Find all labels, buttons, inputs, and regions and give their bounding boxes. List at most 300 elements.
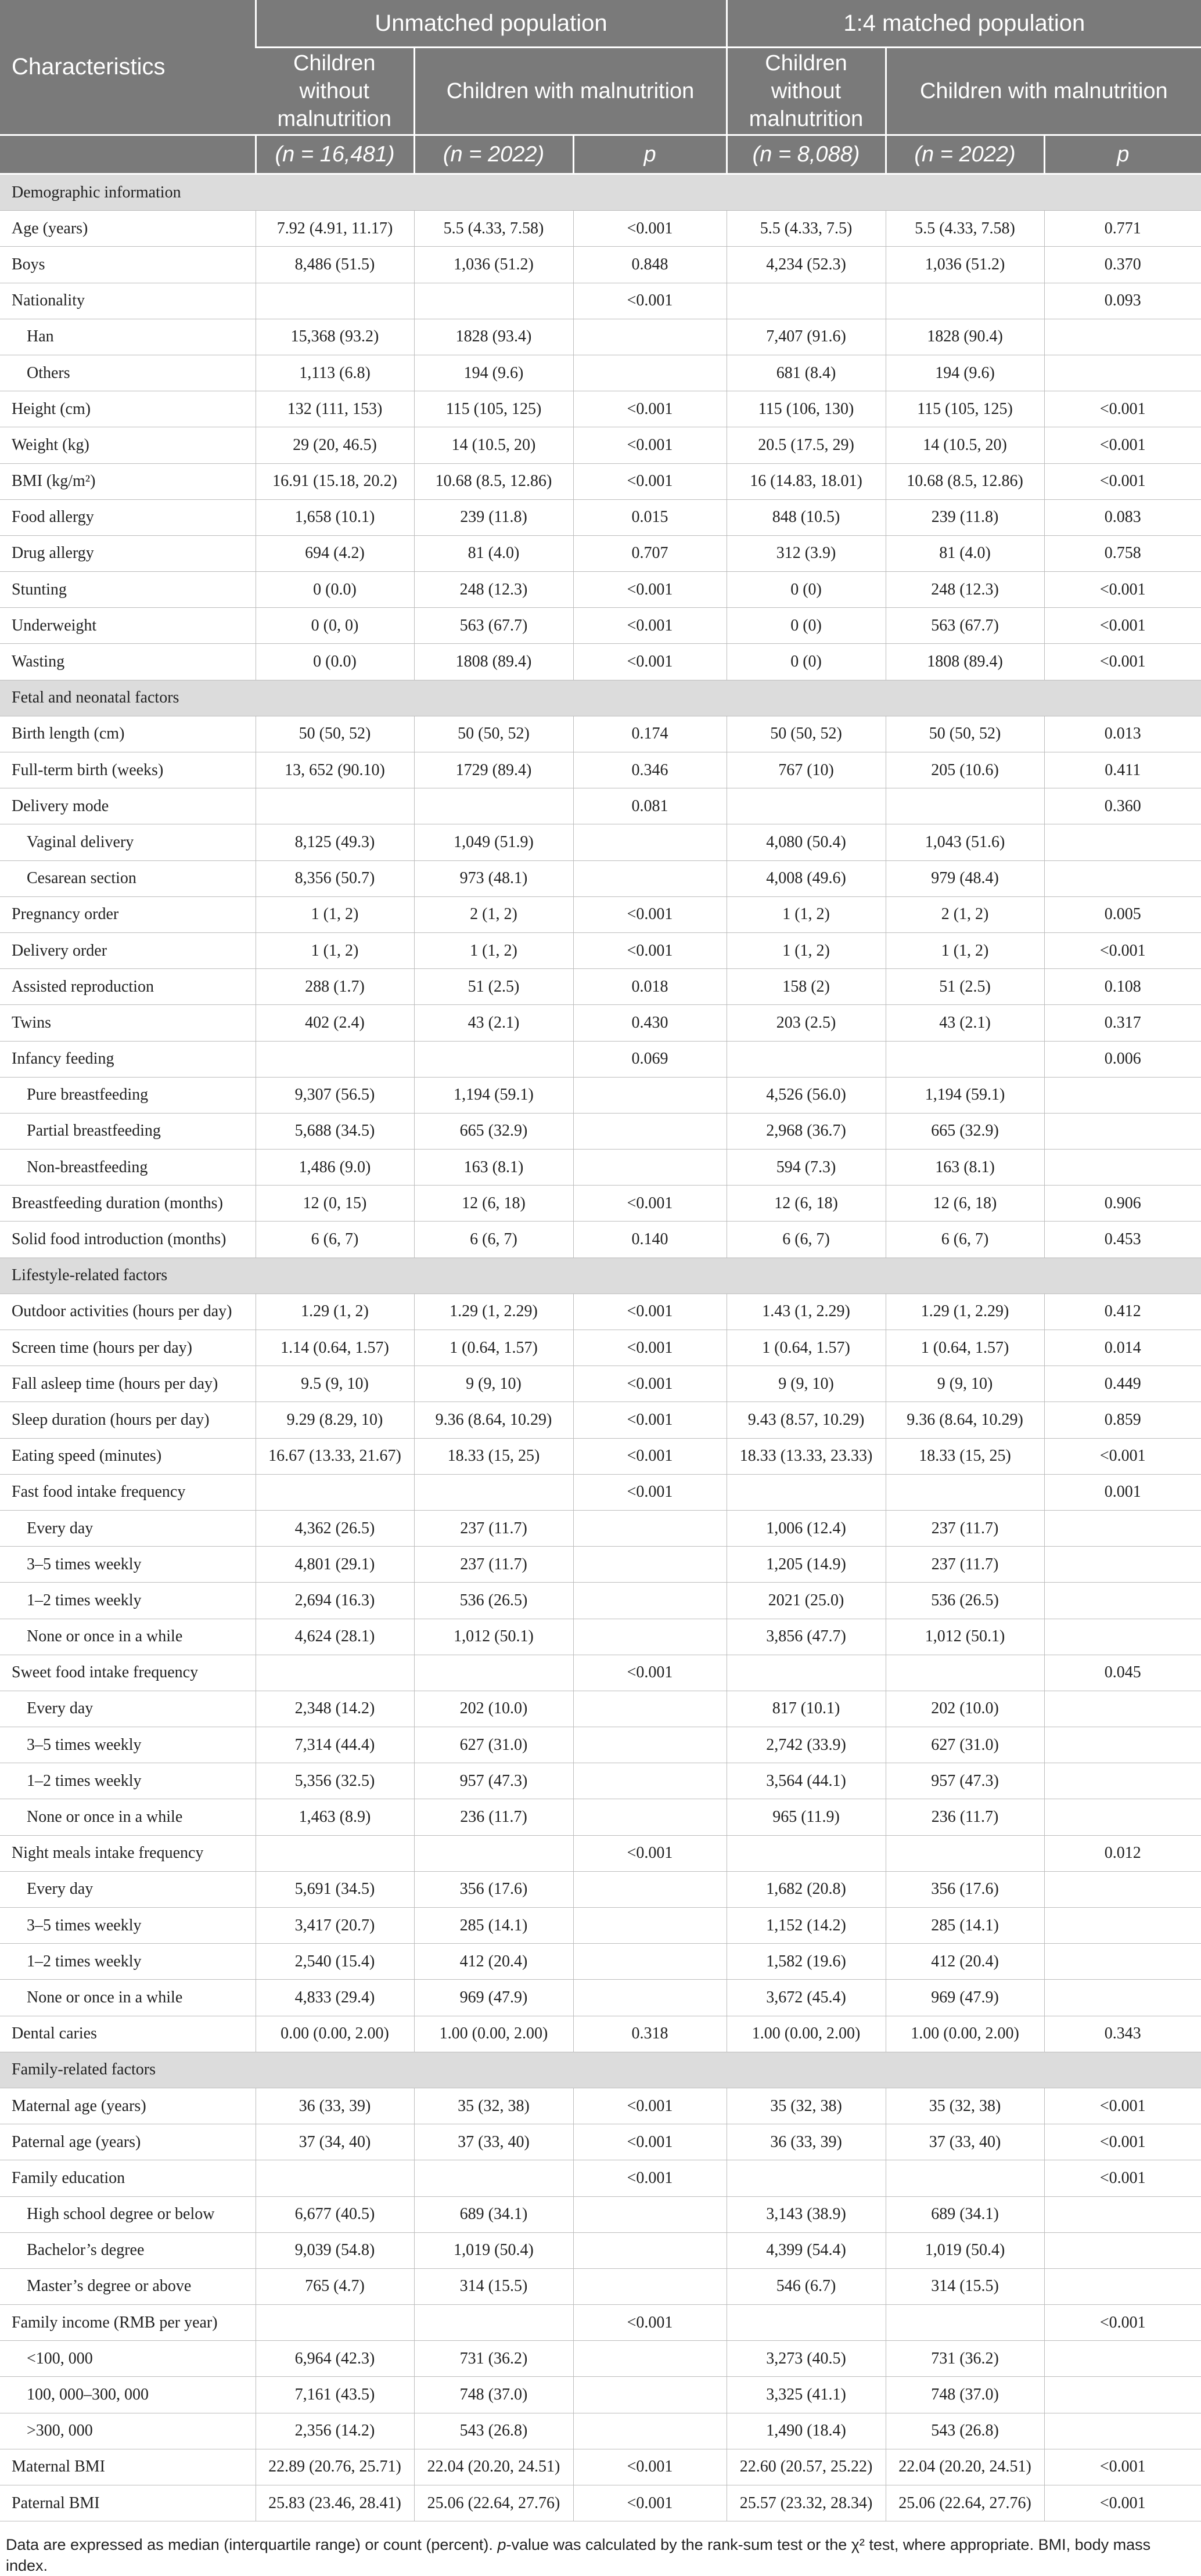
cell-unmatched-with: 194 (9.6) [414, 355, 573, 391]
cell-matched-without: 0 (0) [727, 572, 886, 608]
row-label: Underweight [0, 608, 256, 644]
cell-unmatched-with: 1808 (89.4) [414, 644, 573, 680]
cell-p-matched [1044, 824, 1201, 860]
cell-unmatched-with: 1,049 (51.9) [414, 824, 573, 860]
row-label: Outdoor activities (hours per day) [0, 1294, 256, 1330]
cell-unmatched-with: 9 (9, 10) [414, 1366, 573, 1402]
table-body [0, 174, 1201, 2521]
row-label: High school degree or below [0, 2196, 256, 2232]
cell-unmatched-without: 402 (2.4) [256, 1005, 414, 1041]
cell-unmatched-with: 627 (31.0) [414, 1727, 573, 1763]
cell-p-unmatched: <0.001 [573, 1474, 727, 1510]
cell-p-matched: <0.001 [1044, 427, 1201, 463]
cell-matched-with: 12 (6, 18) [886, 1186, 1044, 1222]
cell-matched-with [886, 2305, 1044, 2341]
cell-matched-with: 237 (11.7) [886, 1547, 1044, 1583]
cell-unmatched-with: 5.5 (4.33, 7.58) [414, 211, 573, 247]
cell-unmatched-with: 12 (6, 18) [414, 1186, 573, 1222]
cell-unmatched-with: 543 (26.8) [414, 2413, 573, 2449]
table-row [0, 1763, 1201, 1799]
row-label: Breastfeeding duration (months) [0, 1186, 256, 1222]
cell-p-matched [1044, 2232, 1201, 2268]
cell-unmatched-without: 0.00 (0.00, 2.00) [256, 2016, 414, 2052]
cell-unmatched-with: 285 (14.1) [414, 1908, 573, 1944]
cell-p-unmatched [573, 1547, 727, 1583]
cell-matched-without: 681 (8.4) [727, 355, 886, 391]
cell-matched-with: 50 (50, 52) [886, 716, 1044, 752]
table-row [0, 1583, 1201, 1619]
cell-unmatched-with: 1 (0.64, 1.57) [414, 1330, 573, 1366]
cell-unmatched-without: 765 (4.7) [256, 2268, 414, 2304]
cell-p-matched [1044, 1691, 1201, 1727]
cell-unmatched-with: 50 (50, 52) [414, 716, 573, 752]
cell-p-matched: <0.001 [1044, 2485, 1201, 2521]
cell-matched-with: 43 (2.1) [886, 1005, 1044, 1041]
cell-p-matched: 0.083 [1044, 499, 1201, 535]
table-row [0, 2268, 1201, 2304]
cell-unmatched-with: 37 (33, 40) [414, 2124, 573, 2160]
cell-matched-with: 1,194 (59.1) [886, 1077, 1044, 1113]
cell-unmatched-with: 969 (47.9) [414, 1980, 573, 2016]
table-row [0, 1005, 1201, 1041]
cell-matched-without: 3,856 (47.7) [727, 1619, 886, 1655]
table-row [0, 1944, 1201, 1980]
row-label: Others [0, 355, 256, 391]
cell-p-unmatched: <0.001 [573, 283, 727, 319]
cell-p-matched [1044, 2268, 1201, 2304]
cell-matched-with [886, 1474, 1044, 1510]
table-row [0, 896, 1201, 932]
cell-p-unmatched [573, 2341, 727, 2377]
cell-matched-with: 543 (26.8) [886, 2413, 1044, 2449]
cell-unmatched-without: 2,356 (14.2) [256, 2413, 414, 2449]
cell-matched-with: 35 (32, 38) [886, 2088, 1044, 2124]
cell-unmatched-with: 356 (17.6) [414, 1871, 573, 1907]
cell-unmatched-without: 1,463 (8.9) [256, 1799, 414, 1835]
cell-p-matched: 0.093 [1044, 283, 1201, 319]
table-row [0, 824, 1201, 860]
cell-matched-without: 2,968 (36.7) [727, 1113, 886, 1149]
cell-p-matched [1044, 860, 1201, 896]
cell-matched-without [727, 2305, 886, 2341]
cell-p-unmatched [573, 2377, 727, 2413]
header-n-unmatched-with: (n = 2022) [414, 135, 573, 174]
cell-unmatched-with [414, 788, 573, 824]
cell-unmatched-without: 0 (0, 0) [256, 608, 414, 644]
cell-p-unmatched [573, 2196, 727, 2232]
cell-p-matched [1044, 319, 1201, 355]
cell-matched-without: 4,399 (54.4) [727, 2232, 886, 2268]
cell-p-matched: <0.001 [1044, 932, 1201, 968]
table-row [0, 391, 1201, 427]
cell-matched-without [727, 1835, 886, 1871]
cell-unmatched-without: 694 (4.2) [256, 535, 414, 571]
cell-unmatched-without: 1,658 (10.1) [256, 499, 414, 535]
cell-p-matched [1044, 1619, 1201, 1655]
cell-matched-with: 412 (20.4) [886, 1944, 1044, 1980]
table-row [0, 2413, 1201, 2449]
table-row [0, 1402, 1201, 1438]
cell-matched-with: 1,019 (50.4) [886, 2232, 1044, 2268]
row-label: Sleep duration (hours per day) [0, 1402, 256, 1438]
cell-matched-without: 12 (6, 18) [727, 1186, 886, 1222]
cell-matched-without: 1.00 (0.00, 2.00) [727, 2016, 886, 2052]
table-row [0, 1547, 1201, 1583]
cell-unmatched-with [414, 2160, 573, 2196]
row-label: 3–5 times weekly [0, 1547, 256, 1583]
cell-p-matched: 0.001 [1044, 1474, 1201, 1510]
cell-matched-without [727, 1474, 886, 1510]
cell-matched-without: 767 (10) [727, 752, 886, 788]
cell-unmatched-without: 3,417 (20.7) [256, 1908, 414, 1944]
cell-unmatched-without: 4,362 (26.5) [256, 1510, 414, 1546]
cell-unmatched-without [256, 1835, 414, 1871]
cell-unmatched-with: 689 (34.1) [414, 2196, 573, 2232]
table-row [0, 644, 1201, 680]
cell-unmatched-with: 665 (32.9) [414, 1113, 573, 1149]
cell-p-unmatched: 0.018 [573, 969, 727, 1005]
table-footnote [0, 2521, 1201, 2576]
cell-unmatched-with: 22.04 (20.20, 24.51) [414, 2449, 573, 2485]
cell-unmatched-without: 1.29 (1, 2) [256, 1294, 414, 1330]
cell-unmatched-without: 4,833 (29.4) [256, 1980, 414, 2016]
cell-matched-without: 1 (1, 2) [727, 932, 886, 968]
cell-unmatched-without [256, 1474, 414, 1510]
cell-matched-with: 81 (4.0) [886, 535, 1044, 571]
cell-p-unmatched: <0.001 [573, 463, 727, 499]
cell-matched-without: 0 (0) [727, 644, 886, 680]
cell-unmatched-without: 6 (6, 7) [256, 1222, 414, 1258]
cell-matched-with: 5.5 (4.33, 7.58) [886, 211, 1044, 247]
cell-matched-with: 563 (67.7) [886, 608, 1044, 644]
table-row [0, 969, 1201, 1005]
cell-unmatched-with: 6 (6, 7) [414, 1222, 573, 1258]
cell-unmatched-without: 9.29 (8.29, 10) [256, 1402, 414, 1438]
cell-p-unmatched [573, 1619, 727, 1655]
cell-matched-without: 1,205 (14.9) [727, 1547, 886, 1583]
cell-matched-with: 1 (1, 2) [886, 932, 1044, 968]
cell-p-unmatched [573, 1980, 727, 2016]
cell-matched-without: 4,234 (52.3) [727, 247, 886, 283]
cell-unmatched-without: 1,486 (9.0) [256, 1150, 414, 1186]
cell-matched-without: 3,564 (44.1) [727, 1763, 886, 1799]
section-row [0, 1258, 1201, 1294]
cell-unmatched-without: 2,694 (16.3) [256, 1583, 414, 1619]
row-label: Boys [0, 247, 256, 283]
cell-unmatched-with [414, 1835, 573, 1871]
table-row [0, 1438, 1201, 1474]
cell-p-unmatched [573, 1799, 727, 1835]
cell-matched-with: 22.04 (20.20, 24.51) [886, 2449, 1044, 2485]
table-row [0, 1799, 1201, 1835]
cell-p-unmatched [573, 1150, 727, 1186]
row-label: <100, 000 [0, 2341, 256, 2377]
cell-p-matched: 0.411 [1044, 752, 1201, 788]
cell-unmatched-with: 18.33 (15, 25) [414, 1438, 573, 1474]
cell-matched-with: 665 (32.9) [886, 1113, 1044, 1149]
table-row [0, 2305, 1201, 2341]
row-label: Maternal age (years) [0, 2088, 256, 2124]
row-label: Birth length (cm) [0, 716, 256, 752]
footnote-part2: -value was calculated by the rank-sum test or the χ² test, where appropriate. BMI, body mass index. [6, 2536, 1151, 2575]
cell-matched-without: 50 (50, 52) [727, 716, 886, 752]
cell-matched-without: 16 (14.83, 18.01) [727, 463, 886, 499]
row-label: Paternal age (years) [0, 2124, 256, 2160]
table-row [0, 2124, 1201, 2160]
row-label: Vaginal delivery [0, 824, 256, 860]
cell-p-matched: <0.001 [1044, 608, 1201, 644]
table-row [0, 1366, 1201, 1402]
cell-p-unmatched: <0.001 [573, 2124, 727, 2160]
table-row [0, 247, 1201, 283]
section-label: Fetal and neonatal factors [0, 680, 1201, 716]
cell-matched-with: 237 (11.7) [886, 1510, 1044, 1546]
cell-matched-with: 9 (9, 10) [886, 1366, 1044, 1402]
row-label: >300, 000 [0, 2413, 256, 2449]
cell-unmatched-without: 1 (1, 2) [256, 896, 414, 932]
row-label: 1–2 times weekly [0, 1583, 256, 1619]
cell-matched-without: 1 (1, 2) [727, 896, 886, 932]
cell-p-matched: <0.001 [1044, 463, 1201, 499]
cell-p-matched: <0.001 [1044, 2088, 1201, 2124]
header-n-blank [0, 135, 256, 174]
cell-p-matched: 0.005 [1044, 896, 1201, 932]
row-label: Cesarean section [0, 860, 256, 896]
cell-p-matched: 0.771 [1044, 211, 1201, 247]
cell-unmatched-with: 9.36 (8.64, 10.29) [414, 1402, 573, 1438]
row-label: Night meals intake frequency [0, 1835, 256, 1871]
cell-unmatched-without: 4,624 (28.1) [256, 1619, 414, 1655]
cell-matched-without: 5.5 (4.33, 7.5) [727, 211, 886, 247]
cell-p-matched: <0.001 [1044, 391, 1201, 427]
cell-matched-without [727, 788, 886, 824]
cell-unmatched-with: 1828 (93.4) [414, 319, 573, 355]
cell-p-unmatched: 0.346 [573, 752, 727, 788]
cell-p-matched: 0.108 [1044, 969, 1201, 1005]
cell-p-matched [1044, 2196, 1201, 2232]
cell-unmatched-with: 1.00 (0.00, 2.00) [414, 2016, 573, 2052]
row-label: Delivery mode [0, 788, 256, 824]
cell-matched-without: 817 (10.1) [727, 1691, 886, 1727]
table-row [0, 319, 1201, 355]
cell-p-unmatched: <0.001 [573, 427, 727, 463]
section-row [0, 680, 1201, 716]
cell-p-matched: 0.412 [1044, 1294, 1201, 1330]
header-matched-population: 1:4 matched population [727, 0, 1201, 48]
row-label: Solid food introduction (months) [0, 1222, 256, 1258]
cell-unmatched-with [414, 2305, 573, 2341]
cell-p-unmatched [573, 1077, 727, 1113]
cell-matched-without: 546 (6.7) [727, 2268, 886, 2304]
row-label: Family education [0, 2160, 256, 2196]
cell-p-matched: 0.370 [1044, 247, 1201, 283]
cell-unmatched-with: 748 (37.0) [414, 2377, 573, 2413]
cell-unmatched-without: 0 (0.0) [256, 644, 414, 680]
cell-p-unmatched: <0.001 [573, 2305, 727, 2341]
table-row [0, 1294, 1201, 1330]
cell-p-matched [1044, 1510, 1201, 1546]
cell-p-matched [1044, 1113, 1201, 1149]
cell-matched-with: 236 (11.7) [886, 1799, 1044, 1835]
row-label: Twins [0, 1005, 256, 1041]
cell-unmatched-without: 5,356 (32.5) [256, 1763, 414, 1799]
row-label: Fast food intake frequency [0, 1474, 256, 1510]
cell-p-unmatched: <0.001 [573, 932, 727, 968]
row-label: Drug allergy [0, 535, 256, 571]
cell-p-unmatched [573, 2268, 727, 2304]
cell-matched-without: 1 (0.64, 1.57) [727, 1330, 886, 1366]
table-header [0, 0, 1201, 174]
row-label: Partial breastfeeding [0, 1113, 256, 1149]
cell-p-matched: 0.758 [1044, 535, 1201, 571]
cell-unmatched-without: 288 (1.7) [256, 969, 414, 1005]
cell-unmatched-with: 35 (32, 38) [414, 2088, 573, 2124]
cell-unmatched-with [414, 1655, 573, 1691]
cell-p-unmatched: <0.001 [573, 1402, 727, 1438]
cell-unmatched-with: 81 (4.0) [414, 535, 573, 571]
header-p-unmatched: p [573, 135, 727, 174]
cell-unmatched-with: 202 (10.0) [414, 1691, 573, 1727]
cell-unmatched-without [256, 788, 414, 824]
table-row [0, 1908, 1201, 1944]
row-label: Height (cm) [0, 391, 256, 427]
cell-unmatched-without [256, 2305, 414, 2341]
cell-p-unmatched: <0.001 [573, 1294, 727, 1330]
cell-matched-without: 6 (6, 7) [727, 1222, 886, 1258]
cell-p-unmatched: <0.001 [573, 644, 727, 680]
cell-matched-without: 36 (33, 39) [727, 2124, 886, 2160]
cell-p-matched [1044, 1547, 1201, 1583]
row-label: Paternal BMI [0, 2485, 256, 2521]
cell-p-unmatched [573, 860, 727, 896]
cell-unmatched-with: 1,012 (50.1) [414, 1619, 573, 1655]
cell-p-matched: <0.001 [1044, 572, 1201, 608]
cell-p-matched: 0.013 [1044, 716, 1201, 752]
cell-p-unmatched: <0.001 [573, 1330, 727, 1366]
cell-p-matched [1044, 1763, 1201, 1799]
cell-matched-with: 10.68 (8.5, 12.86) [886, 463, 1044, 499]
table-row [0, 463, 1201, 499]
cell-unmatched-without: 0 (0.0) [256, 572, 414, 608]
cell-matched-without: 1,152 (14.2) [727, 1908, 886, 1944]
row-label: Dental caries [0, 2016, 256, 2052]
cell-matched-with [886, 2160, 1044, 2196]
cell-matched-without: 4,526 (56.0) [727, 1077, 886, 1113]
row-label: BMI (kg/m²) [0, 463, 256, 499]
cell-unmatched-with: 1,036 (51.2) [414, 247, 573, 283]
row-label: Stunting [0, 572, 256, 608]
cell-matched-without: 115 (106, 130) [727, 391, 886, 427]
cell-p-matched: <0.001 [1044, 2160, 1201, 2196]
cell-unmatched-with: 1 (1, 2) [414, 932, 573, 968]
cell-matched-with: 14 (10.5, 20) [886, 427, 1044, 463]
cell-unmatched-without: 6,964 (42.3) [256, 2341, 414, 2377]
cell-p-matched: <0.001 [1044, 644, 1201, 680]
cell-matched-with: 1828 (90.4) [886, 319, 1044, 355]
table-row [0, 1330, 1201, 1366]
table-row [0, 211, 1201, 247]
cell-matched-with [886, 283, 1044, 319]
cell-unmatched-without: 9,307 (56.5) [256, 1077, 414, 1113]
row-label: Full-term birth (weeks) [0, 752, 256, 788]
cell-matched-without: 594 (7.3) [727, 1150, 886, 1186]
table-row [0, 2341, 1201, 2377]
cell-matched-without: 3,325 (41.1) [727, 2377, 886, 2413]
cell-unmatched-with: 10.68 (8.5, 12.86) [414, 463, 573, 499]
cell-matched-with: 194 (9.6) [886, 355, 1044, 391]
cell-p-matched [1044, 2413, 1201, 2449]
cell-matched-without [727, 1655, 886, 1691]
cell-matched-without: 18.33 (13.33, 23.33) [727, 1438, 886, 1474]
cell-matched-without: 203 (2.5) [727, 1005, 886, 1041]
row-label: None or once in a while [0, 1980, 256, 2016]
row-label: Screen time (hours per day) [0, 1330, 256, 1366]
cell-p-matched: 0.360 [1044, 788, 1201, 824]
cell-matched-with: 627 (31.0) [886, 1727, 1044, 1763]
cell-unmatched-with: 163 (8.1) [414, 1150, 573, 1186]
cell-unmatched-without: 1,113 (6.8) [256, 355, 414, 391]
table-row [0, 572, 1201, 608]
cell-p-unmatched [573, 1691, 727, 1727]
cell-matched-with: 18.33 (15, 25) [886, 1438, 1044, 1474]
cell-p-unmatched: 0.848 [573, 247, 727, 283]
cell-matched-without: 4,008 (49.6) [727, 860, 886, 896]
cell-unmatched-with: 115 (105, 125) [414, 391, 573, 427]
cell-p-unmatched [573, 1583, 727, 1619]
cell-unmatched-without: 132 (111, 153) [256, 391, 414, 427]
cell-p-matched: <0.001 [1044, 2305, 1201, 2341]
cell-unmatched-with: 236 (11.7) [414, 1799, 573, 1835]
table-row [0, 535, 1201, 571]
row-label: Nationality [0, 283, 256, 319]
cell-p-matched [1044, 1583, 1201, 1619]
table-row [0, 608, 1201, 644]
row-label: Pure breastfeeding [0, 1077, 256, 1113]
cell-matched-with: 6 (6, 7) [886, 1222, 1044, 1258]
cell-matched-without: 1,490 (18.4) [727, 2413, 886, 2449]
header-matched-without: Children without malnutrition [727, 48, 886, 135]
cell-unmatched-without: 16.91 (15.18, 20.2) [256, 463, 414, 499]
cell-unmatched-without [256, 1041, 414, 1077]
cell-unmatched-without: 16.67 (13.33, 21.67) [256, 1438, 414, 1474]
cell-p-unmatched: <0.001 [573, 2160, 727, 2196]
cell-unmatched-without: 7,314 (44.4) [256, 1727, 414, 1763]
cell-p-matched: <0.001 [1044, 2124, 1201, 2160]
cell-p-unmatched [573, 1510, 727, 1546]
header-n-matched-without: (n = 8,088) [727, 135, 886, 174]
table-row [0, 1980, 1201, 2016]
cell-p-unmatched: 0.081 [573, 788, 727, 824]
cell-unmatched-without: 12 (0, 15) [256, 1186, 414, 1222]
cell-matched-without: 0 (0) [727, 608, 886, 644]
cell-p-matched [1044, 1799, 1201, 1835]
cell-unmatched-with: 314 (15.5) [414, 2268, 573, 2304]
cell-p-unmatched: <0.001 [573, 2485, 727, 2521]
cell-matched-with: 314 (15.5) [886, 2268, 1044, 2304]
cell-matched-without: 1,582 (19.6) [727, 1944, 886, 1980]
cell-unmatched-without: 5,691 (34.5) [256, 1871, 414, 1907]
cell-matched-with: 1,043 (51.6) [886, 824, 1044, 860]
cell-unmatched-without: 36 (33, 39) [256, 2088, 414, 2124]
table-row [0, 2232, 1201, 2268]
cell-p-matched [1044, 1980, 1201, 2016]
header-p-matched: p [1044, 135, 1201, 174]
cell-matched-with: 969 (47.9) [886, 1980, 1044, 2016]
cell-matched-with: 205 (10.6) [886, 752, 1044, 788]
cell-matched-without [727, 2160, 886, 2196]
cell-matched-without: 1,006 (12.4) [727, 1510, 886, 1546]
table-row [0, 1222, 1201, 1258]
